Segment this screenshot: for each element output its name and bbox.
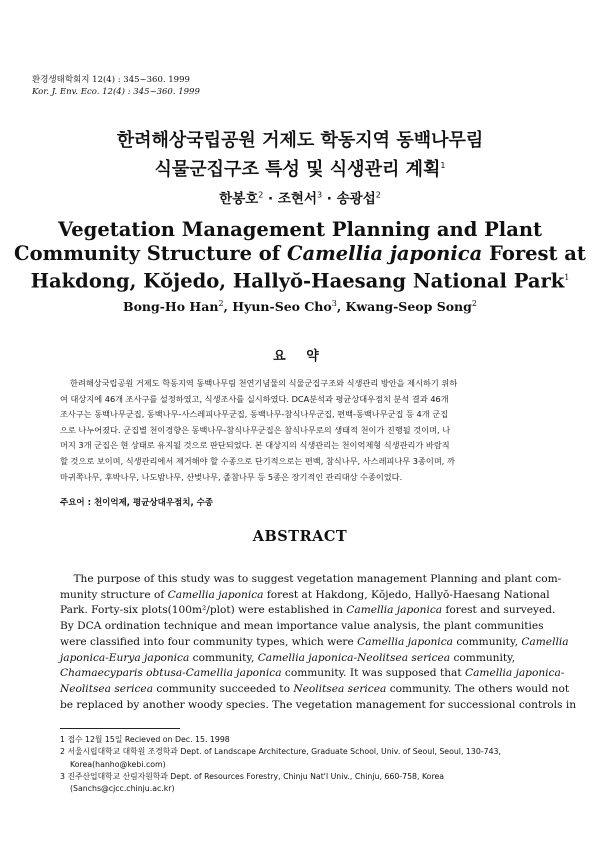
species-name: Camellia japonica — [167, 588, 264, 601]
author-affiliation-mark: 3 — [317, 190, 323, 200]
species-name: Camellia japonica — [346, 604, 443, 617]
abstract-text: The purpose of this study was to suggest vegetation management Planning and plant com- — [60, 573, 562, 585]
species-name: Camellia japonica- — [464, 667, 565, 680]
species-name: Neolitsea sericea — [293, 682, 387, 695]
english-title-footnote-mark: 1 — [564, 273, 570, 282]
abstract-text: munity structure of — [60, 588, 168, 601]
summary-line: 여 대상지에 46개 조사구를 설정하였고, 식생조사를 실시하였다. DCA분석과 평균상대우점치 분석 결과 46개 — [60, 393, 449, 404]
author-name: Hyun-Seo Cho — [232, 299, 332, 315]
author-name: Kwang-Seop Song — [345, 299, 472, 315]
korean-title — [0, 128, 600, 182]
species-name: Camellia japonica-Neolitsea sericea — [257, 651, 451, 664]
footnotes — [60, 734, 550, 795]
abstract-text: community. It was supposed that — [281, 667, 465, 680]
author-affiliation-mark: 2 — [375, 190, 381, 200]
footnote: 3 진주산업대학교 산림자원학과 Dept. of Resources Forestry, Chinju Nat'l Univ., Chinju, 660-758, Korea — [60, 771, 445, 781]
author-name: 조현서 — [277, 191, 318, 207]
english-title-line-3: Hakdong, Kŏjedo, Hallyŏ-Haesang National Park — [30, 269, 565, 293]
abstract-text: community, — [189, 651, 258, 664]
species-name: Chamaecyparis obtusa-Camellia japonica — [60, 667, 282, 680]
abstract-text: community, — [452, 635, 522, 648]
abstract-line — [60, 666, 565, 682]
korean-title-line-2: 식물군집구조 특성 및 식생관리 계획 — [154, 159, 441, 180]
abstract-text: community succeeded to — [153, 682, 294, 695]
species-name: japonica-Eurya japonica — [60, 651, 190, 664]
abstract-line — [60, 619, 548, 635]
author-separator: · — [263, 191, 278, 207]
abstract-line — [60, 698, 577, 714]
abstract-text: community. The others would not — [386, 682, 570, 695]
journal-citation-en: Kor. J. Env. Eco. 12(4) : 345~360. 1999 — [32, 87, 200, 97]
abstract-line — [60, 572, 562, 588]
summary-line: 머지 3개 군집은 현 상태로 유지될 것으로 판단되었다. 본 대상지의 식생관리는 천이억제형 식생관리가 바람직 — [60, 440, 450, 451]
species-name: Camellia — [521, 635, 569, 648]
footnote: (Sanchs@cjcc.chinju.ac.kr) — [70, 784, 175, 794]
summary-line: 조사구는 동백나무군집, 동백나무-사스레피나무군집, 동백나무-참식나무군집, 편백-동백나무군집 등 4개 군집 — [60, 409, 449, 420]
author-affiliation-mark: 2 — [258, 190, 264, 200]
species-name: Camellia japonica — [286, 242, 483, 265]
summary-line: 할 것으로 보이며, 식생관리에서 제거해야 할 수종으로 단기적으로는 편백, 참식나무, 사스레피나무 3종이며, 까 — [60, 455, 455, 466]
keywords: 주요어 : 천이억제, 평균상대우점치, 수종 — [60, 498, 214, 508]
journal-citation-ko: 환경생태학회지 12(4) : 345~360. 1999 — [32, 75, 190, 85]
abstract-text: Park. Forty-six plots(100m²/plot) were established in — [60, 604, 347, 617]
korean-abstract — [60, 376, 544, 485]
english-authors — [0, 299, 600, 314]
abstract-line — [60, 588, 548, 604]
author-separator: , — [223, 299, 233, 315]
footnote-rule — [60, 728, 180, 729]
abstract-text: were classified into four community types, which were — [60, 635, 358, 648]
abstract-text: By DCA ordination technique and mean importance value analysis, the plant communities — [60, 620, 544, 633]
english-title-line-1: Vegetation Management Planning and Plant — [57, 218, 543, 241]
summary-line: 마귀쪽나무, 후박나무, 나도밤나무, 산벚나무, 졸참나무 등 5종은 장기적인 관리대상 수종이었다. — [60, 471, 403, 482]
summary-line: 으로 나누어졌다. 군집별 천이경향은 동백나무-참식나무군집은 참식나무로의 생태적 천이가 진행될 것이며, 나 — [60, 424, 451, 435]
korean-title-footnote-mark: 1 — [440, 161, 446, 170]
author-affiliation-mark: 2 — [471, 299, 477, 308]
english-title-line-2: Community Structure of Camellia japonica Forest at — [14, 242, 586, 265]
footnote: Korea(hanho@kebi.com) — [70, 759, 166, 769]
author-name: 송광섭 — [336, 191, 376, 207]
abstract-text: be replaced by another woody species. The vegetation management for successional controls in — [60, 698, 577, 711]
summary-heading: 요 약 — [273, 349, 327, 364]
footnote: 2 서울시립대학교 대학원 조경학과 Dept. of Landscape Architecture, Graduate School, Univ. of Seoul, Seoul, 130-743, — [60, 747, 501, 757]
abstract-line — [60, 635, 569, 651]
abstract-line — [60, 682, 570, 698]
author-name: Bong-Ho Han — [123, 299, 219, 315]
author-name: 한봉호 — [219, 191, 259, 207]
korean-title-line-1: 한려해상국립공원 거제도 학동지역 동백나무림 — [116, 130, 484, 151]
author-separator: · — [322, 191, 337, 207]
footnote: 1 접수 12월 15일 Recieved on Dec. 15. 1998 — [60, 735, 230, 744]
author-separator: , — [336, 299, 346, 315]
journal-header — [32, 74, 200, 98]
english-title — [0, 218, 600, 294]
author-affiliation-mark: 3 — [331, 299, 337, 308]
abstract-text: forest at Hakdong, Kŏjedo, Hallyŏ-Haesang National — [263, 588, 550, 601]
abstract-text: forest and surveyed. — [442, 604, 556, 617]
abstract-line — [60, 651, 548, 667]
abstract-text: community, — [450, 651, 516, 664]
author-affiliation-mark: 2 — [218, 299, 224, 308]
summary-line: 한려해상국립공원 거제도 학동지역 동백나무림 천연기념물의 식물군집구조와 식생관리 방안을 제시하기 위하 — [70, 378, 458, 388]
korean-authors — [0, 187, 600, 207]
abstract-heading: ABSTRACT — [252, 528, 348, 545]
english-abstract — [60, 572, 577, 713]
species-name: Camellia japonica — [357, 635, 453, 648]
species-name: Neolitsea sericea — [60, 682, 154, 695]
abstract-line — [60, 603, 556, 619]
